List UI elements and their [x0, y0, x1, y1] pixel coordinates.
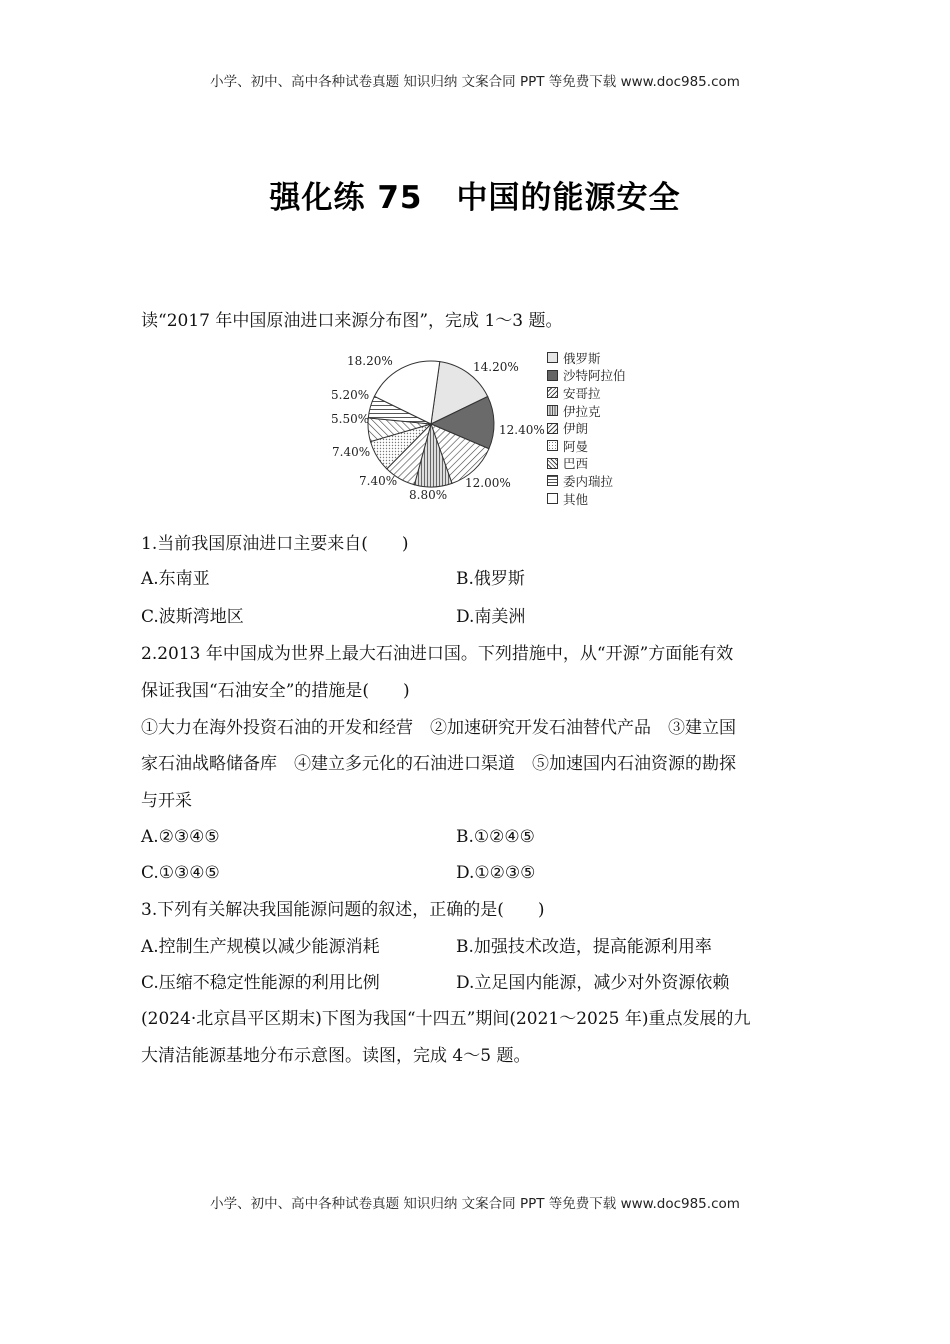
q1-option-a: A.东南亚: [141, 569, 210, 589]
legend-item-brazil: 巴西: [547, 455, 626, 473]
q2-statements-line3: 与开采: [141, 791, 192, 811]
q1-option-b: B.俄罗斯: [456, 569, 525, 589]
legend-item-angola: 安哥拉: [547, 384, 626, 402]
q2-option-b: B.①②④⑤: [456, 827, 535, 847]
pct-label-other: 18.20%: [347, 354, 393, 368]
title-number: 强化练 75: [269, 180, 423, 216]
pct-label-iraq: 8.80%: [409, 488, 448, 502]
pie-chart: [325, 345, 645, 510]
chart-legend: [547, 349, 626, 507]
question-1-stem: 1.当前我国原油进口主要来自( ): [141, 534, 409, 554]
legend-item-saudi: 沙特阿拉伯: [547, 367, 626, 385]
question-2-stem-line2: 保证我国“石油安全”的措施是( ): [141, 681, 410, 701]
pct-label-venezuela: 5.20%: [331, 388, 370, 402]
question-3-stem: 3.下列有关解决我国能源问题的叙述，正确的是( ): [141, 900, 545, 920]
question-2-stem-line1: 2.2013 年中国成为世界上最大石油进口国。下列措施中，从“开源”方面能有效: [141, 644, 734, 664]
footer-banner: 小学、初中、高中各种试卷真题 知识归纳 文案合同 PPT 等免费下载 www.doc985.com: [210, 1196, 740, 1212]
title-topic: 中国的能源安全: [456, 180, 681, 216]
legend-item-iraq: 伊拉克: [547, 402, 626, 420]
q3-option-c: C.压缩不稳定性能源的利用比例: [141, 973, 380, 993]
q2-option-d: D.①②③⑤: [456, 863, 536, 883]
q3-option-b: B.加强技术改造，提高能源利用率: [456, 937, 712, 957]
pct-label-oman: 7.40%: [332, 445, 371, 459]
legend-item-venezuela: 委内瑞拉: [547, 472, 626, 490]
next-intro-line2: 大清洁能源基地分布示意图。读图，完成 4～5 题。: [141, 1046, 531, 1066]
legend-item-other: 其他: [547, 490, 626, 508]
q2-statements-line1: ①大力在海外投资石油的开发和经营 ②加速研究开发石油替代产品 ③建立国: [141, 718, 736, 738]
q2-option-c: C.①③④⑤: [141, 863, 220, 883]
legend-item-iran: 伊朗: [547, 419, 626, 437]
header-banner: 小学、初中、高中各种试卷真题 知识归纳 文案合同 PPT 等免费下载 www.doc985.com: [210, 74, 740, 90]
pct-label-brazil: 5.50%: [331, 412, 370, 426]
pct-label-angola: 12.00%: [465, 476, 511, 490]
q3-option-a: A.控制生产规模以减少能源消耗: [141, 937, 380, 957]
legend-item-oman: 阿曼: [547, 437, 626, 455]
pct-label-russia: 14.20%: [473, 360, 519, 374]
pct-label-iran: 7.40%: [359, 474, 398, 488]
page-title: [0, 172, 950, 217]
legend-item-russia: 俄罗斯: [547, 349, 626, 367]
q2-option-a: A.②③④⑤: [141, 827, 220, 847]
next-intro-line1: (2024·北京昌平区期末)下图为我国“十四五”期间(2021～2025 年)重点发展的九: [141, 1009, 751, 1029]
pct-label-saudi: 12.40%: [499, 423, 545, 437]
q1-option-d: D.南美洲: [456, 607, 526, 627]
q3-option-d: D.立足国内能源，减少对外资源依赖: [456, 973, 730, 993]
q1-option-c: C.波斯湾地区: [141, 607, 244, 627]
intro-text: 读“2017 年中国原油进口来源分布图”，完成 1～3 题。: [141, 311, 563, 331]
q2-statements-line2: 家石油战略储备库 ④建立多元化的石油进口渠道 ⑤加速国内石油资源的勘探: [141, 754, 736, 774]
